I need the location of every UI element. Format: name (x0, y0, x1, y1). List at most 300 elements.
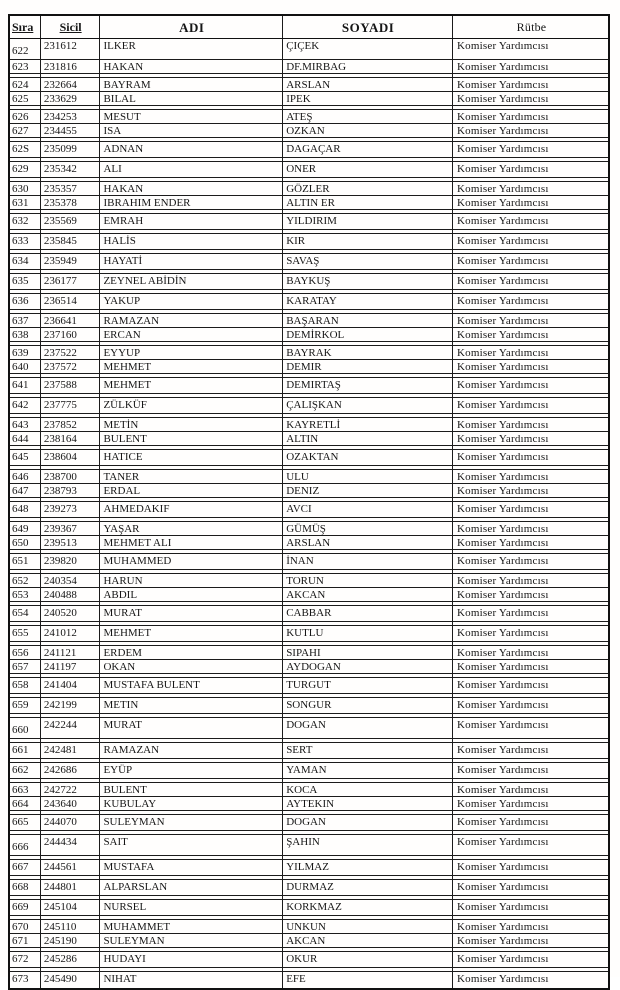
spacer-cell (453, 394, 608, 397)
cell-adi: HATICE (100, 450, 283, 465)
cell-sira: 654 (10, 606, 41, 621)
cell-sira: 659 (10, 698, 41, 713)
cell-soyadi: KARATAY (283, 294, 453, 309)
spacer-cell (100, 831, 283, 834)
spacer-cell (41, 779, 101, 782)
cell-sira: 622 (10, 39, 41, 59)
spacer-cell (100, 779, 283, 782)
spacer-cell (283, 739, 453, 742)
spacer-cell (283, 674, 453, 677)
spacer-cell (10, 342, 41, 345)
spacer-cell (453, 498, 608, 501)
spacer-cell (41, 310, 101, 313)
cell-rutbe: Komiser Yardımcısı (457, 419, 549, 431)
table-row (10, 110, 608, 124)
cell-sira: 656 (10, 646, 41, 659)
spacer-cell (10, 230, 41, 233)
table-row (10, 196, 608, 210)
cell-sira: 653 (10, 588, 41, 601)
cell-sira: 638 (10, 328, 41, 341)
cell-sira: 630 (10, 182, 41, 195)
spacer-cell (10, 602, 41, 605)
spacer-cell (41, 739, 101, 742)
cell-adi: BILAL (100, 92, 283, 105)
spacer-cell (100, 948, 283, 951)
spacer-cell (100, 290, 283, 293)
table-row (10, 660, 608, 674)
spacer-cell (453, 290, 608, 293)
spacer-cell (10, 374, 41, 377)
cell-soyadi: OZKAN (283, 124, 453, 137)
spacer-cell (41, 414, 101, 417)
spacer-cell (10, 210, 41, 213)
cell-soyadi: GÖZLER (283, 182, 453, 195)
table-row (10, 484, 608, 498)
cell-soyadi: SERT (283, 743, 453, 758)
spacer-cell (453, 342, 608, 345)
cell-rutbe: Komiser Yardımcısı (457, 361, 549, 373)
cell-soyadi: ŞAHIN (283, 835, 453, 855)
cell-sicil: 241197 (41, 660, 101, 673)
cell-sicil: 241012 (41, 626, 101, 641)
table-row (10, 39, 608, 60)
cell-rutbe: Komiser Yardımcısı (457, 816, 549, 828)
cell-rutbe: Komiser Yardımcısı (457, 433, 549, 445)
spacer-cell (453, 916, 608, 919)
spacer-cell (10, 674, 41, 677)
spacer-cell (100, 138, 283, 141)
header-cell-adi: ADI (100, 16, 283, 38)
cell-sicil: 238164 (41, 432, 101, 445)
cell-soyadi: YAMAN (283, 763, 453, 778)
cell-sicil: 237522 (41, 346, 101, 359)
cell-sicil: 239513 (41, 536, 101, 549)
cell-sira: 636 (10, 294, 41, 309)
spacer-cell (283, 642, 453, 645)
spacer-cell (100, 178, 283, 181)
cell-sicil: 241404 (41, 678, 101, 693)
cell-rutbe: Komiser Yardımcısı (457, 485, 549, 497)
spacer-cell (41, 518, 101, 521)
cell-soyadi: AYTEKIN (283, 797, 453, 810)
cell-adi: BAYRAM (100, 78, 283, 91)
spacer-cell (41, 642, 101, 645)
spacer-cell (100, 916, 283, 919)
cell-sicil: 245104 (41, 900, 101, 915)
spacer-cell (283, 694, 453, 697)
spacer-cell (100, 230, 283, 233)
cell-sira: 640 (10, 360, 41, 373)
cell-sira: 658 (10, 678, 41, 693)
cell-sira: 623 (10, 60, 41, 73)
cell-sicil: 239367 (41, 522, 101, 535)
table-row (10, 835, 608, 856)
spacer-cell (100, 498, 283, 501)
spacer-cell (10, 831, 41, 834)
cell-sira: 625 (10, 92, 41, 105)
cell-rutbe: Komiser Yardımcısı (457, 379, 549, 391)
spacer-cell (283, 466, 453, 469)
table-row (10, 626, 608, 642)
cell-adi: ADNAN (100, 142, 283, 157)
cell-rutbe: Komiser Yardımcısı (457, 537, 549, 549)
cell-rutbe: Komiser Yardımcısı (457, 679, 549, 691)
spacer-cell (100, 811, 283, 814)
table-row (10, 797, 608, 811)
cell-soyadi: SAVAŞ (283, 254, 453, 269)
cell-rutbe: Komiser Yardımcısı (457, 921, 549, 933)
cell-adi: TANER (100, 470, 283, 483)
cell-soyadi: İNAN (283, 554, 453, 569)
spacer-cell (41, 374, 101, 377)
spacer-cell (100, 74, 283, 77)
cell-rutbe: Komiser Yardımcısı (457, 143, 549, 155)
table-row (10, 234, 608, 250)
cell-sicil: 235949 (41, 254, 101, 269)
cell-sicil: 242244 (41, 718, 101, 738)
cell-sira: 626 (10, 110, 41, 123)
cell-adi: MEHMET (100, 626, 283, 641)
cell-soyadi: ALTIN (283, 432, 453, 445)
cell-sira: 632 (10, 214, 41, 229)
spacer-cell (10, 916, 41, 919)
spacer-cell (41, 74, 101, 77)
cell-adi: YAKUP (100, 294, 283, 309)
spacer-cell (283, 622, 453, 625)
cell-soyadi: ARSLAN (283, 536, 453, 549)
table-row (10, 470, 608, 484)
cell-rutbe: Komiser Yardımcısı (457, 784, 549, 796)
cell-soyadi: ONER (283, 162, 453, 177)
cell-soyadi: DEMIRTAŞ (283, 378, 453, 393)
cell-sicil: 238700 (41, 470, 101, 483)
spacer-cell (10, 290, 41, 293)
table-row (10, 678, 608, 694)
spacer-cell (453, 622, 608, 625)
spacer-cell (283, 948, 453, 951)
cell-sicil: 243640 (41, 797, 101, 810)
cell-sicil: 245110 (41, 920, 101, 933)
table-row (10, 360, 608, 374)
cell-adi: HARUN (100, 574, 283, 587)
cell-rutbe: Komiser Yardımcısı (457, 973, 549, 985)
cell-sira: 646 (10, 470, 41, 483)
cell-soyadi: TURGUT (283, 678, 453, 693)
cell-sicil: 240488 (41, 588, 101, 601)
cell-sira: 647 (10, 484, 41, 497)
spacer-cell (100, 550, 283, 553)
cell-soyadi: CABBAR (283, 606, 453, 621)
spacer-cell (283, 342, 453, 345)
spacer-cell (283, 290, 453, 293)
cell-soyadi: BAŞARAN (283, 314, 453, 327)
table-row (10, 346, 608, 360)
table-row (10, 606, 608, 622)
cell-adi: HAKAN (100, 60, 283, 73)
cell-sira: 629 (10, 162, 41, 177)
cell-adi: METİN (100, 418, 283, 431)
spacer-cell (10, 968, 41, 971)
spacer-cell (283, 856, 453, 859)
spacer-cell (10, 622, 41, 625)
cell-adi: MESUT (100, 110, 283, 123)
table-row (10, 182, 608, 196)
spacer-cell (283, 602, 453, 605)
spacer-cell (453, 210, 608, 213)
cell-soyadi: AKCAN (283, 588, 453, 601)
spacer-cell (41, 158, 101, 161)
spacer-cell (283, 811, 453, 814)
table-row (10, 900, 608, 916)
cell-soyadi: DEMİRKOL (283, 328, 453, 341)
spacer-cell (100, 414, 283, 417)
table-row (10, 418, 608, 432)
spacer-cell (41, 948, 101, 951)
spacer-cell (100, 602, 283, 605)
cell-rutbe: Komiser Yardımcısı (457, 744, 549, 756)
spacer-cell (283, 178, 453, 181)
spacer-cell (10, 694, 41, 697)
cell-sicil: 234253 (41, 110, 101, 123)
cell-rutbe: Komiser Yardımcısı (457, 235, 549, 247)
table-row (10, 274, 608, 290)
cell-rutbe: Komiser Yardımcısı (457, 661, 549, 673)
table-row (10, 314, 608, 328)
cell-rutbe: Komiser Yardımcısı (457, 347, 549, 359)
cell-sicil: 242199 (41, 698, 101, 713)
spacer-cell (453, 138, 608, 141)
spacer-cell (453, 739, 608, 742)
spacer-cell (283, 831, 453, 834)
cell-adi: BULENT (100, 783, 283, 796)
spacer-cell (283, 759, 453, 762)
cell-sira: 666 (10, 835, 41, 855)
cell-sira: 660 (10, 718, 41, 738)
spacer-cell (453, 374, 608, 377)
cell-sicil: 240354 (41, 574, 101, 587)
cell-sira: 633 (10, 234, 41, 249)
cell-soyadi: ÇIÇEK (283, 39, 453, 59)
spacer-cell (10, 856, 41, 859)
cell-sira: 62S (10, 142, 41, 157)
cell-rutbe: Komiser Yardımcısı (457, 836, 549, 848)
cell-rutbe: Komiser Yardımcısı (457, 798, 549, 810)
spacer-cell (100, 739, 283, 742)
spacer-cell (283, 714, 453, 717)
cell-adi: MUHAMMET (100, 920, 283, 933)
spacer-cell (453, 694, 608, 697)
cell-adi: ZEYNEL ABİDİN (100, 274, 283, 289)
cell-adi: ABDIL (100, 588, 283, 601)
cell-sicil: 240520 (41, 606, 101, 621)
cell-sira: 635 (10, 274, 41, 289)
spacer-cell (41, 178, 101, 181)
cell-sira: 650 (10, 536, 41, 549)
cell-sira: 645 (10, 450, 41, 465)
cell-sicil: 244561 (41, 860, 101, 875)
cell-soyadi: IPEK (283, 92, 453, 105)
cell-adi: HAKAN (100, 182, 283, 195)
spacer-cell (283, 896, 453, 899)
spacer-cell (10, 270, 41, 273)
cell-adi: MEHMET (100, 378, 283, 393)
cell-sira: 655 (10, 626, 41, 641)
cell-adi: ERCAN (100, 328, 283, 341)
cell-sira: 672 (10, 952, 41, 967)
table-row (10, 952, 608, 968)
spacer-cell (100, 759, 283, 762)
spacer-cell (100, 642, 283, 645)
cell-rutbe: Komiser Yardımcısı (457, 901, 549, 913)
table-row (10, 214, 608, 230)
spacer-cell (41, 210, 101, 213)
spacer-cell (283, 876, 453, 879)
spacer-cell (283, 916, 453, 919)
table-row (10, 502, 608, 518)
spacer-cell (453, 570, 608, 573)
spacer-cell (10, 250, 41, 253)
spacer-cell (10, 550, 41, 553)
table-row (10, 934, 608, 948)
cell-soyadi: SIPAHI (283, 646, 453, 659)
cell-sira: 648 (10, 502, 41, 517)
spacer-cell (453, 270, 608, 273)
cell-sira: 637 (10, 314, 41, 327)
spacer-cell (453, 550, 608, 553)
spacer-cell (41, 270, 101, 273)
cell-adi: MEHMET ALI (100, 536, 283, 549)
cell-sicil: 231612 (41, 39, 101, 59)
cell-rutbe: Komiser Yardımcısı (457, 647, 549, 659)
spacer-cell (283, 74, 453, 77)
cell-rutbe: Komiser Yardımcısı (457, 275, 549, 287)
cell-adi: SAIT (100, 835, 283, 855)
cell-sicil: 232664 (41, 78, 101, 91)
cell-rutbe: Komiser Yardımcısı (457, 295, 549, 307)
cell-soyadi: AVCI (283, 502, 453, 517)
spacer-cell (453, 948, 608, 951)
cell-sira: 667 (10, 860, 41, 875)
cell-adi: RAMAZAN (100, 743, 283, 758)
spacer-cell (41, 759, 101, 762)
spacer-cell (283, 570, 453, 573)
cell-rutbe: Komiser Yardımcısı (457, 61, 549, 73)
spacer-cell (100, 106, 283, 109)
cell-sicil: 237588 (41, 378, 101, 393)
cell-adi: AHMEDAKIF (100, 502, 283, 517)
cell-rutbe: Komiser Yardımcısı (457, 555, 549, 567)
spacer-cell (283, 250, 453, 253)
spacer-cell (10, 106, 41, 109)
table-row (10, 783, 608, 797)
cell-sicil: 245286 (41, 952, 101, 967)
table-row (10, 698, 608, 714)
cell-sicil: 235342 (41, 162, 101, 177)
cell-adi: MEHMET (100, 360, 283, 373)
spacer-cell (283, 968, 453, 971)
spacer-cell (41, 230, 101, 233)
spacer-cell (100, 674, 283, 677)
spacer-cell (10, 518, 41, 521)
cell-rutbe: Komiser Yardımcısı (457, 719, 549, 731)
spacer-cell (453, 414, 608, 417)
spacer-cell (41, 550, 101, 553)
spacer-cell (41, 674, 101, 677)
spacer-cell (453, 158, 608, 161)
spacer-cell (100, 210, 283, 213)
cell-soyadi: DENIZ (283, 484, 453, 497)
cell-soyadi: ALTIN ER (283, 196, 453, 209)
spacer-cell (453, 250, 608, 253)
cell-rutbe: Komiser Yardımcısı (457, 471, 549, 483)
cell-adi: NIHAT (100, 972, 283, 988)
table-row (10, 60, 608, 74)
spacer-cell (10, 138, 41, 141)
cell-rutbe: Komiser Yardımcısı (457, 627, 549, 639)
spacer-cell (100, 342, 283, 345)
table-row (10, 536, 608, 550)
cell-sicil: 244070 (41, 815, 101, 830)
cell-adi: EMRAH (100, 214, 283, 229)
cell-soyadi: OZAKTAN (283, 450, 453, 465)
cell-soyadi: BAYKUŞ (283, 274, 453, 289)
spacer-cell (41, 916, 101, 919)
cell-soyadi: OKUR (283, 952, 453, 967)
spacer-cell (10, 498, 41, 501)
header-cell-sicil: Sicil (41, 16, 101, 38)
table-row (10, 142, 608, 158)
spacer-cell (41, 570, 101, 573)
cell-sicil: 238793 (41, 484, 101, 497)
cell-sira: 673 (10, 972, 41, 988)
table-row (10, 860, 608, 876)
cell-sicil: 237775 (41, 398, 101, 413)
spacer-cell (100, 158, 283, 161)
spacer-cell (453, 779, 608, 782)
cell-adi: MUSTAFA BULENT (100, 678, 283, 693)
spacer-cell (283, 106, 453, 109)
table-row (10, 162, 608, 178)
cell-sira: 669 (10, 900, 41, 915)
cell-sira: 642 (10, 398, 41, 413)
spacer-cell (453, 759, 608, 762)
spacer-cell (10, 394, 41, 397)
cell-soyadi: KAYRETLİ (283, 418, 453, 431)
cell-sira: 670 (10, 920, 41, 933)
spacer-cell (453, 642, 608, 645)
spacer-cell (41, 876, 101, 879)
cell-adi: METIN (100, 698, 283, 713)
cell-adi: MUSTAFA (100, 860, 283, 875)
cell-rutbe: Komiser Yardımcısı (457, 953, 549, 965)
spacer-cell (453, 674, 608, 677)
cell-sicil: 235099 (41, 142, 101, 157)
cell-rutbe: Komiser Yardımcısı (457, 575, 549, 587)
cell-soyadi: TORUN (283, 574, 453, 587)
cell-soyadi: ATEŞ (283, 110, 453, 123)
cell-rutbe: Komiser Yardımcısı (457, 183, 549, 195)
spacer-cell (283, 210, 453, 213)
spacer-cell (453, 230, 608, 233)
cell-rutbe: Komiser Yardımcısı (457, 329, 549, 341)
cell-soyadi: DEMIR (283, 360, 453, 373)
cell-adi: HAYATİ (100, 254, 283, 269)
cell-rutbe: Komiser Yardımcısı (457, 861, 549, 873)
cell-sicil: 235357 (41, 182, 101, 195)
cell-adi: ILKER (100, 39, 283, 59)
cell-sicil: 236177 (41, 274, 101, 289)
cell-sicil: 237852 (41, 418, 101, 431)
